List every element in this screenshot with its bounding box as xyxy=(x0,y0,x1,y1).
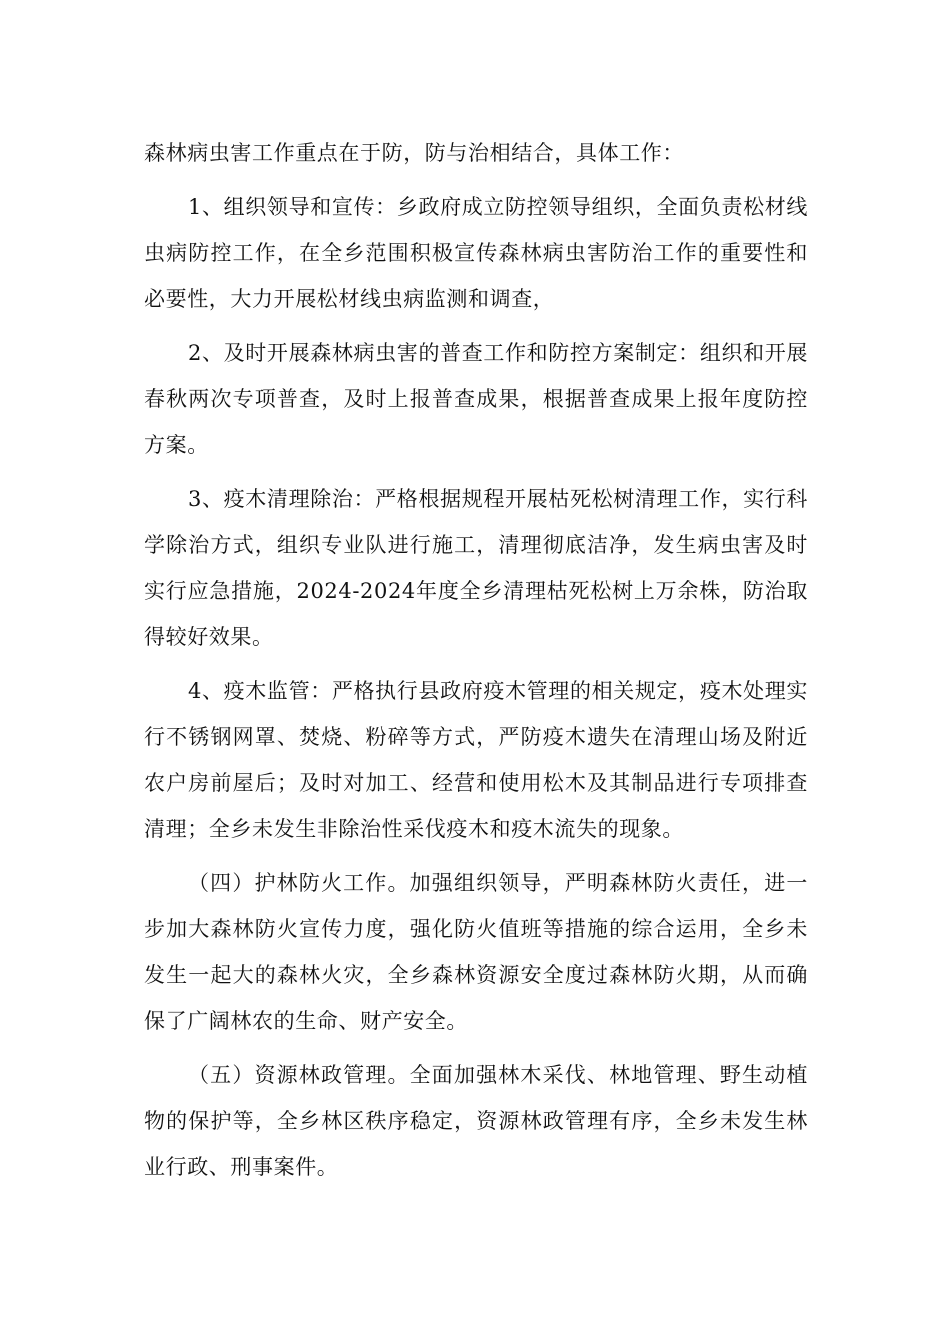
paragraph-item-3: 3、疫木清理除治：严格根据规程开展枯死松树清理工作，实行科学除治方式，组织专业队进行施工，清理彻底洁净，发生病虫害及时实行应急措施，2024-2024年度全乡清理枯死松树上万余株，防治取得较好效果。 xyxy=(144,487,808,649)
paragraph-item-4: 4、疫木监管：严格执行县政府疫木管理的相关规定，疫木处理实行不锈钢网罩、焚烧、粉碎等方式，严防疫木遗失在清理山场及附近农户房前屋后；及时对加工、经营和使用松木及其制品进行专项排查清理；全乡未发生非除治性采伐疫木和疫木流失的现象。 xyxy=(144,679,808,841)
paragraph-section-4: （四）护林防火工作。加强组织领导，严明森林防火责任，进一步加大森林防火宣传力度，强化防火值班等措施的综合运用，全乡未发生一起大的森林火灾，全乡森林资源安全度过森林防火期，从而确保了广阔林农的生命、财产安全。 xyxy=(144,871,808,1033)
paragraph-item-2: 2、及时开展森林病虫害的普查工作和防控方案制定：组织和开展春秋两次专项普查，及时上报普查成果，根据普查成果上报年度防控方案。 xyxy=(144,341,808,457)
paragraph-item-1: 1、组织领导和宣传：乡政府成立防控领导组织，全面负责松材线虫病防控工作，在全乡范围积极宣传森林病虫害防治工作的重要性和必要性，大力开展松材线虫病监测和调查， xyxy=(144,195,808,311)
paragraph-intro: 森林病虫害工作重点在于防，防与治相结合，具体工作： xyxy=(144,141,684,165)
paragraph-section-5: （五）资源林政管理。全面加强林木采伐、林地管理、野生动植物的保护等，全乡林区秩序稳定，资源林政管理有序，全乡未发生林业行政、刑事案件。 xyxy=(144,1063,808,1179)
document-body xyxy=(144,130,808,1190)
